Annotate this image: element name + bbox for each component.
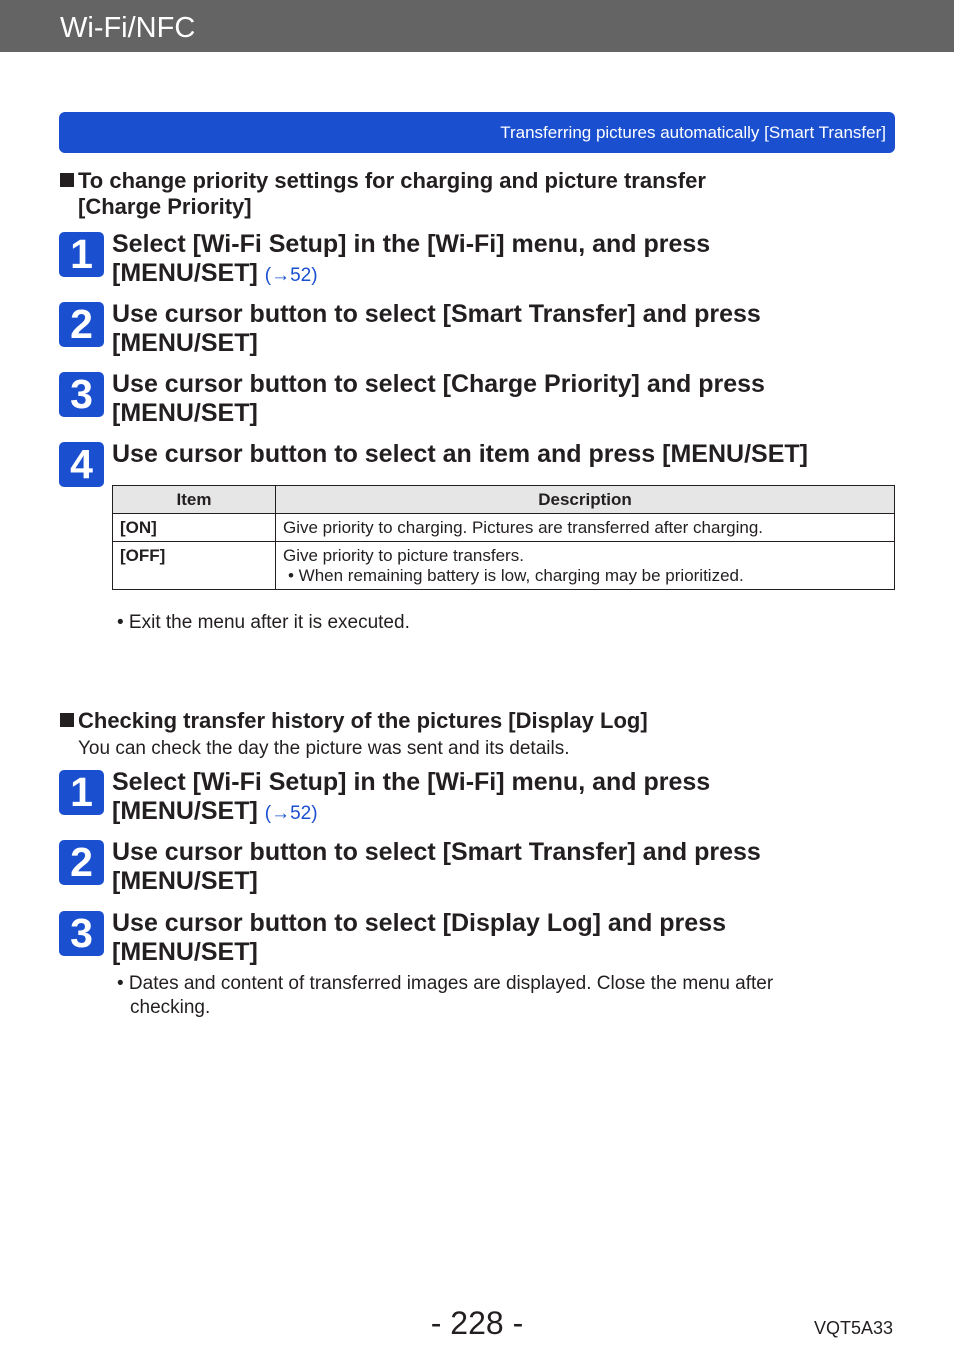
step-number-badge: 2: [59, 302, 104, 347]
step-text: Select [Wi-Fi Setup] in the [Wi-Fi] menu, and press [MENU/SET] (→52): [112, 230, 711, 287]
step-text: Use cursor button to select [Smart Transfer] and press [MENU/SET]: [112, 300, 761, 357]
table-cell-item: [OFF]: [113, 542, 276, 590]
step-number-badge: 2: [59, 840, 104, 885]
display-log-intro: You can check the day the picture was sent and its details.: [78, 738, 570, 759]
section-banner-text: Transferring pictures automatically [Smart Transfer]: [500, 123, 886, 142]
table-header-row: [113, 486, 895, 514]
step-number-badge: 3: [59, 911, 104, 956]
table-cell-description: Give priority to charging. Pictures are transferred after charging.: [276, 514, 895, 542]
bullet-square-icon: [60, 173, 74, 187]
page-reference-link[interactable]: (→52): [264, 803, 318, 824]
display-log-heading: Checking transfer history of the pictures [Display Log]: [60, 708, 648, 734]
step-text: Use cursor button to select [Smart Transfer] and press [MENU/SET]: [112, 838, 761, 895]
table-header-description: Description: [276, 486, 895, 514]
section-banner: [59, 112, 895, 153]
bullet-square-icon: [60, 713, 74, 727]
top-bar: [0, 0, 954, 52]
page-number: - 228 -: [430, 1305, 524, 1341]
step-number-badge: 1: [59, 770, 104, 815]
display-log-note: • Dates and content of transferred images are displayed. Close the menu after checking.: [117, 973, 774, 1018]
step-text: Use cursor button to select an item and press [MENU/SET]: [112, 440, 808, 468]
table-row: [113, 514, 895, 542]
step-text: Select [Wi-Fi Setup] in the [Wi-Fi] menu, and press [MENU/SET] (→52): [112, 768, 711, 825]
table-header-item: Item: [113, 486, 276, 514]
step-number-badge: 1: [59, 232, 104, 277]
table-cell-description: Give priority to picture transfers. • When remaining battery is low, charging may be prioritized.: [276, 542, 895, 590]
table-row: [113, 542, 895, 590]
table-cell-note: • When remaining battery is low, charging may be prioritized.: [288, 566, 744, 585]
charge-priority-table: [112, 485, 895, 590]
chapter-title: Wi-Fi/NFC: [60, 12, 196, 44]
step-text: Use cursor button to select [Charge Priority] and press [MENU/SET]: [112, 370, 765, 427]
table-cell-item: [ON]: [113, 514, 276, 542]
page-reference-link[interactable]: (→52): [264, 265, 318, 286]
charge-note: • Exit the menu after it is executed.: [117, 612, 410, 633]
document-code: VQT5A33: [813, 1318, 893, 1338]
step-text: Use cursor button to select [Display Log] and press [MENU/SET]: [112, 909, 727, 966]
step-number-badge: 3: [59, 372, 104, 417]
step-number-badge: 4: [59, 442, 104, 487]
charge-priority-heading: To change priority settings for charging and picture transfer [Charge Priority]: [60, 168, 706, 220]
